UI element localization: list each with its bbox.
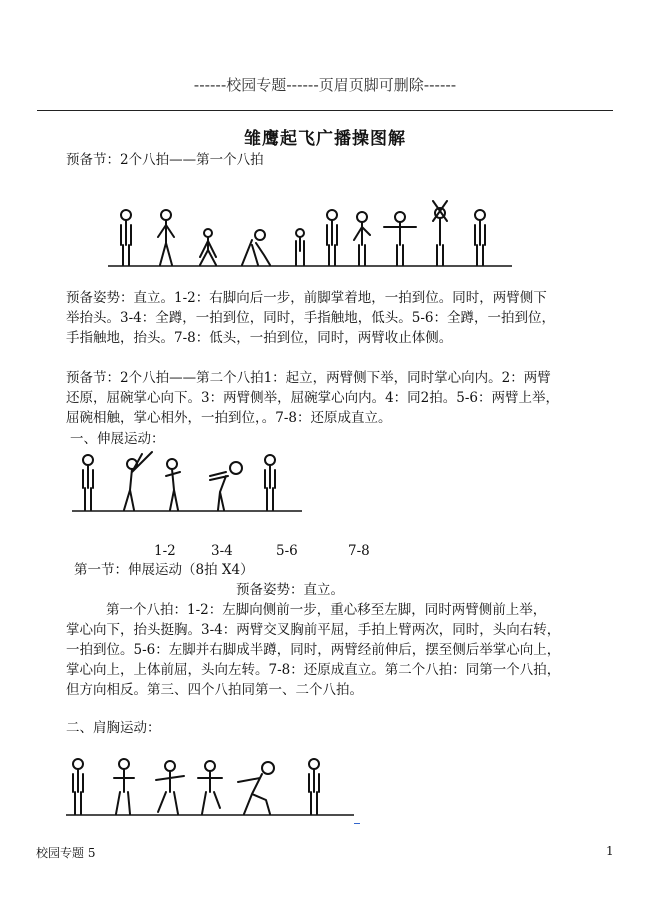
header-divider	[37, 110, 613, 111]
text-line: 预备姿势：直立。1-2：右脚向后一步，前脚掌着地，一拍到位。同时，两臂侧下	[66, 290, 547, 306]
section1-subtitle: 第一节：伸展运动（8拍 X4）	[74, 562, 254, 578]
text-line: 掌心向下，抬头挺胸。3-4：两臂交叉胸前平屈，手拍上臂两次，同时，头向右转，	[66, 622, 561, 638]
prep-paragraph-2	[66, 368, 596, 428]
beat-label: 1-2	[154, 543, 176, 559]
shoulder-figures-illustration	[62, 752, 362, 822]
text-line: 预备节：2个八拍——第二个八拍1：起立，两臂侧下举，同时掌心向内。2：两臂	[66, 370, 551, 386]
prep-heading: 预备节：2个八拍——第一个八拍	[66, 152, 264, 168]
prep-paragraph-1	[66, 288, 596, 348]
page-header: ------校园专题------页眉页脚可删除------	[193, 76, 457, 94]
section2-heading: 二、肩胸运动：	[66, 720, 161, 736]
text-line: 还原，屈碗掌心向下。3：两臂侧举，屈碗掌心向内。4：同2拍。5-6：两臂上举，	[66, 390, 560, 406]
text-line: 屈碗相触，掌心相外，一拍到位，。7-8：还原成直立。	[66, 410, 392, 426]
prep-figures-illustration	[100, 195, 520, 275]
section1-heading: 一、伸展运动：	[70, 431, 165, 447]
text-line: 但方向相反。第三、四个八拍同第一、二个八拍。	[66, 682, 363, 698]
beat-label: 5-6	[276, 543, 298, 559]
text-line: 举抬头。3-4：全蹲，一拍到位，同时，手指触地，低头。5-6：全蹲，一拍到位，	[66, 310, 555, 326]
text-line: 第一个八拍：1-2：左脚向侧前一步，重心移至左脚，同时两臂侧前上举，	[106, 602, 547, 618]
page-number: 1	[606, 844, 614, 858]
beat-label: 7-8	[348, 543, 370, 559]
stretch-figures-illustration	[66, 448, 306, 518]
page-title: 雏鹰起飞广播操图解	[244, 129, 406, 149]
footer-left: 校园专题 5	[36, 846, 96, 860]
section1-body	[66, 600, 606, 700]
text-line: 掌心向上，上体前屈，头向左转。7-8：还原成直立。第二个八拍：同第一个八拍，	[66, 662, 561, 678]
text-line: 一拍到位。5-6：左脚并右脚成半蹲，同时，两臂经前伸后，摆至侧后举掌心向上，	[66, 642, 561, 658]
text-line: 手指触地，抬头。7-8：低头，一拍到位，同时，两臂收止体侧。	[66, 330, 453, 346]
cursor-mark	[354, 823, 360, 824]
section1-prep-pose: 预备姿势：直立。	[236, 582, 344, 598]
beat-label: 3-4	[211, 543, 233, 559]
